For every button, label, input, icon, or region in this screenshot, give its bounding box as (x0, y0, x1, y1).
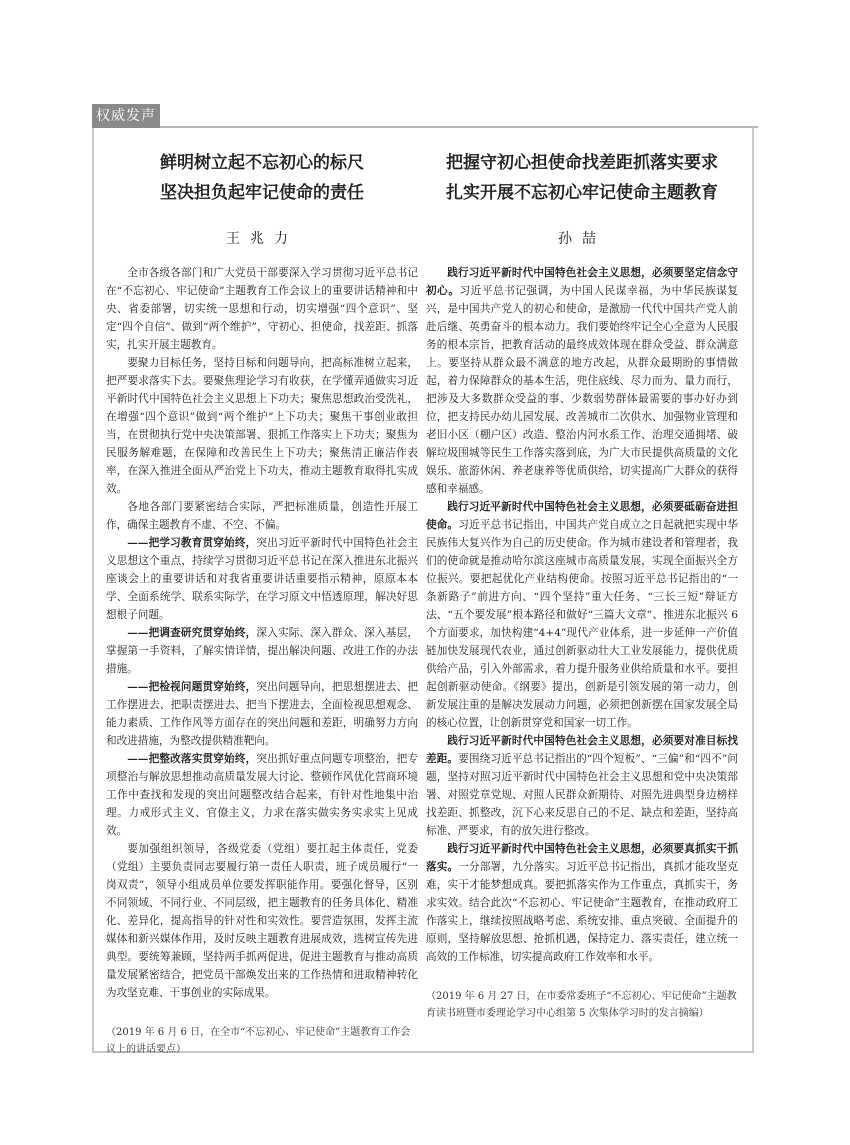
right-article (426, 148, 738, 1022)
left-title-line-2: 坚决担负起牢记使命的责任 (160, 183, 364, 203)
left-author: 王兆力 (226, 231, 298, 247)
left-article (106, 148, 418, 1058)
left-paragraph: 要加强组织领导，各级党委（党组）要扛起主体责任，党委（党组）主要负责同志要履行第一责任人职责，班子成员履行“一岗双责”，领导小组成员单位要发挥职能作用。要强化督导，区别不同领域、不同行业、不同层级，把主题教育的任务具体化、精准化、差异化，提高指导的针对性和实效性。要营造氛围，发挥主流媒体和新兴媒体作用，及时反映主题教育进展成效，选树宣传先进典型。要统筹兼顾，坚持两手抓两促进，促进主题教育与推动高质量发展紧密结合，把党员干部焕发出来的工作热情和进取精神转化为攻坚克难、干事创业的实际成果。 (106, 843, 418, 999)
right-author: 孙喆 (558, 231, 606, 247)
left-title-line-1: 鲜明树立起不忘初心的标尺 (160, 153, 364, 173)
left-body (106, 264, 418, 1002)
left-paragraph: ——把整改落实贯穿始终，突出抓好重点问题专项整治，把专项整治与解放思想推动高质量发展大讨论、整顿作风优化营商环境工作中查找和发现的突出问题整改结合起来，有针对性地集中治理。力戒形式主义、官僚主义，力求在落实做实务实求实上见成效。 (106, 753, 419, 837)
left-paragraph: 要聚力目标任务，坚持目标和问题导向，把高标准树立起来，把严要求落实下去。要聚焦理论学习有收获，在学懂弄通做实习近平新时代中国特色社会主义思想上下功夫；聚焦思想政治受洗礼，在增强“四个意识”做到“两个维护”上下功夫；聚焦干事创业敢担当，在贯彻执行党中央决策部署、狠抓工作落实上下功夫；聚焦为民服务解难题，在保障和改善民生上下功夫；聚焦清正廉洁作表率，在深入推进全面从严治党上下功夫，推动主题教育取得扎实成效。 (106, 357, 418, 495)
section-label: 权威发声 (92, 104, 160, 128)
left-source-note: （2019 年 6 月 6 日，在全市“不忘初心、牢记使命”主题教育工作会议上的讲话要点） (106, 1027, 411, 1055)
right-paragraph: 践行习近平新时代中国特色社会主义思想，必须要真抓实干抓落实。一分部署，九分落实。习近平总书记指出，真抓才能攻坚克难，实干才能梦想成真。要把抓落实作为工作重点，真抓实干，务求实效。结合此次“不忘初心、牢记使命”主题教育，在推动政府工作落实上，继续按照战略考虑、系统安排、重点突破、全面提升的原则，坚持解放思想、抢抓机遇，保持定力、落实责任，建立统一高效的工作标准，切实提高政府工作效率和水平。 (426, 843, 739, 963)
left-paragraph: ——把学习教育贯穿始终，突出习近平新时代中国特色社会主义思想这个重点，持续学习贯彻习近平总书记在深入推进东北振兴座谈会上的重要讲话和对我省重要讲话重要指示精神，原原本本学、全面系统学、联系实际学，在学习原文中悟透原理，解决好思想根子问题。 (106, 537, 419, 621)
right-paragraph: 践行习近平新时代中国特色社会主义思想，必须要对准目标找差距。要围绕习近平总书记指出的“四个短板”、“三偏”和“四不”问题，坚持对照习近平新时代中国特色社会主义思想和党中央决策部署、对照党章党规、对照人民群众新期待、对照先进典型身边榜样找差距、抓整改，沉下心来反思自己的不足、缺点和差距，坚持高标准、严要求，有的放矢进行整改。 (426, 735, 739, 837)
left-paragraph: 各地各部门要紧密结合实际，严把标准质量，创造性开展工作，确保主题教育不虚、不空、不偏。 (106, 501, 418, 531)
right-paragraph: 践行习近平新时代中国特色社会主义思想，必须要坚定信念守初心。习近平总书记强调，为中国人民谋幸福，为中华民族谋复兴，是中国共产党人的初心和使命，是激励一代代中国共产党人前赴后继、英勇奋斗的根本动力。我们要始终牢记全心全意为人民服务的根本宗旨，把教育活动的最终成效体现在群众受益、群众满意上。要坚持从群众最不满意的地方改起，从群众最期盼的事情做起，着力保障群众的基本生活，兜住底线、尽力而为、量力而行，把涉及大多数群众受益的事、少数弱势群体最需要的事办好办到位，把支持民办幼儿园发展、改善城市二次供水、加强物业管理和老旧小区（棚户区）改造、整治内河水系工作、治理交通拥堵、破解垃圾围城等民生工作落实落到底，为广大市民提供高质量的文化娱乐、旅游休闲、养老康养等优质供给，切实提高广大群众的获得感和幸福感。 (426, 267, 739, 495)
left-paragraph: 全市各级各部门和广大党员干部要深入学习贯彻习近平总书记在“不忘初心、牢记使命”主题教育工作会议上的重要讲话精神和中央、省委部署，切实统一思想和行动，切实增强“四个意识”、坚定“四个自信”、做到“两个维护”，守初心、担使命，找差距、抓落实，扎实开展主题教育。 (106, 267, 418, 351)
left-paragraph: ——把调查研究贯穿始终，深入实际、深入群众、深入基层，掌握第一手资料，了解实情详情，提出解决问题、改进工作的办法措施。 (106, 627, 419, 675)
right-paragraph: 践行习近平新时代中国特色社会主义思想，必须要砥砺奋进担使命。习近平总书记指出，中国共产党自成立之日起就把实现中华民族伟大复兴作为自己的历史使命。作为城市建设者和管理者，我们的使命就是推动哈尔滨这座城市高质量发展，实现全面振兴全方位振兴。要把起优化产业结构使命。按照习近平总书记指出的“一条新路子”前进方向、“四个坚持”重大任务、“三长三短”辩证方法、“五个要发展”根本路径和做好“三篇大文章”、推进东北振兴 6 个方面要求，加快构建“4+4”现代产业体系，进一步延伸一产价值链加快发展现代农业，通过创新驱动壮大工业发展能力，提供优质供给产品，引入外部需求，着力提升服务业供给质量和水平。要担起创新驱动使命。《纲要》提出，创新是引领发展的第一动力，创新发展注重的是解决发展动力问题，必须把创新摆在国家发展全局的核心位置，让创新贯穿党和国家一切工作。 (426, 501, 739, 729)
right-title-line-2: 扎实开展不忘初心牢记使命主题教育 (446, 183, 718, 203)
left-paragraph: ——把检视问题贯穿始终，突出问题导向，把思想摆进去、把工作摆进去、把职责摆进去、把当下摆进去，全面检视思想观念、能力素质、工作作风等方面存在的突出问题和差距，明确努力方向和改进措施，为整改提供精准靶向。 (106, 681, 419, 747)
right-body (426, 264, 738, 966)
right-source-note: （2019 年 6 月 27 日，在市委常委班子“不忘初心、牢记使命”主题教育读书班暨市委理论学习中心组第 5 次集体学习时的发言摘编） (426, 991, 737, 1019)
right-title-line-1: 把握守初心担使命找差距抓落实要求 (446, 153, 718, 173)
